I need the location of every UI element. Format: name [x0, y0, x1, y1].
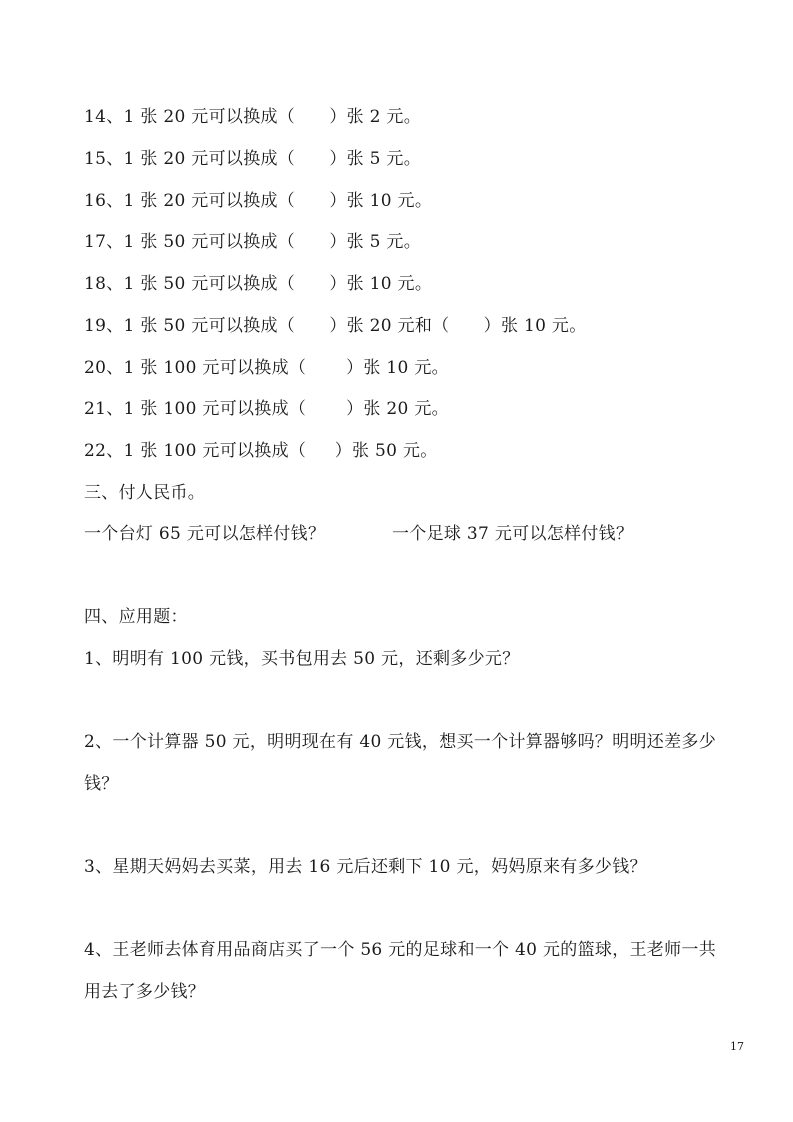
application-question-4-line-1: 4、王老师去体育用品商店买了一个 56 元的足球和一个 40 元的篮球，王老师一共	[84, 940, 716, 960]
exercise-14: 14、1 张 20 元可以换成（ ）张 2 元。	[84, 107, 422, 127]
exercise-21: 21、1 张 100 元可以换成（ ）张 20 元。	[84, 399, 449, 419]
application-question-2-line-2: 钱？	[84, 774, 119, 794]
application-question-4-line-2: 用去了多少钱？	[84, 982, 206, 1002]
section-3-heading: 三、付人民币。	[84, 483, 206, 503]
application-question-2-line-1: 2、一个计算器 50 元，明明现在有 40 元钱，想买一个计算器够吗？明明还差多少	[84, 732, 716, 752]
application-question-3: 3、星期天妈妈去买菜，用去 16 元后还剩下 10 元，妈妈原来有多少钱？	[84, 857, 647, 877]
application-question-1: 1、明明有 100 元钱，买书包用去 50 元，还剩多少元？	[84, 649, 520, 669]
section-3-question-lamp: 一个台灯 65 元可以怎样付钱？	[84, 524, 326, 544]
exercise-22: 22、1 张 100 元可以换成（ ）张 50 元。	[84, 441, 438, 461]
section-3-question-football: 一个足球 37 元可以怎样付钱？	[392, 524, 634, 544]
section-4-heading: 四、应用题：	[84, 607, 188, 627]
exercise-15: 15、1 张 20 元可以换成（ ）张 5 元。	[84, 149, 422, 169]
exercise-18: 18、1 张 50 元可以换成（ ）张 10 元。	[84, 274, 433, 294]
exercise-20: 20、1 张 100 元可以换成（ ）张 10 元。	[84, 358, 449, 378]
exercise-19: 19、1 张 50 元可以换成（ ）张 20 元和（ ）张 10 元。	[84, 316, 587, 336]
exercise-17: 17、1 张 50 元可以换成（ ）张 5 元。	[84, 232, 422, 252]
page-number: 17	[730, 1040, 744, 1053]
exercise-16: 16、1 张 20 元可以换成（ ）张 10 元。	[84, 191, 433, 211]
